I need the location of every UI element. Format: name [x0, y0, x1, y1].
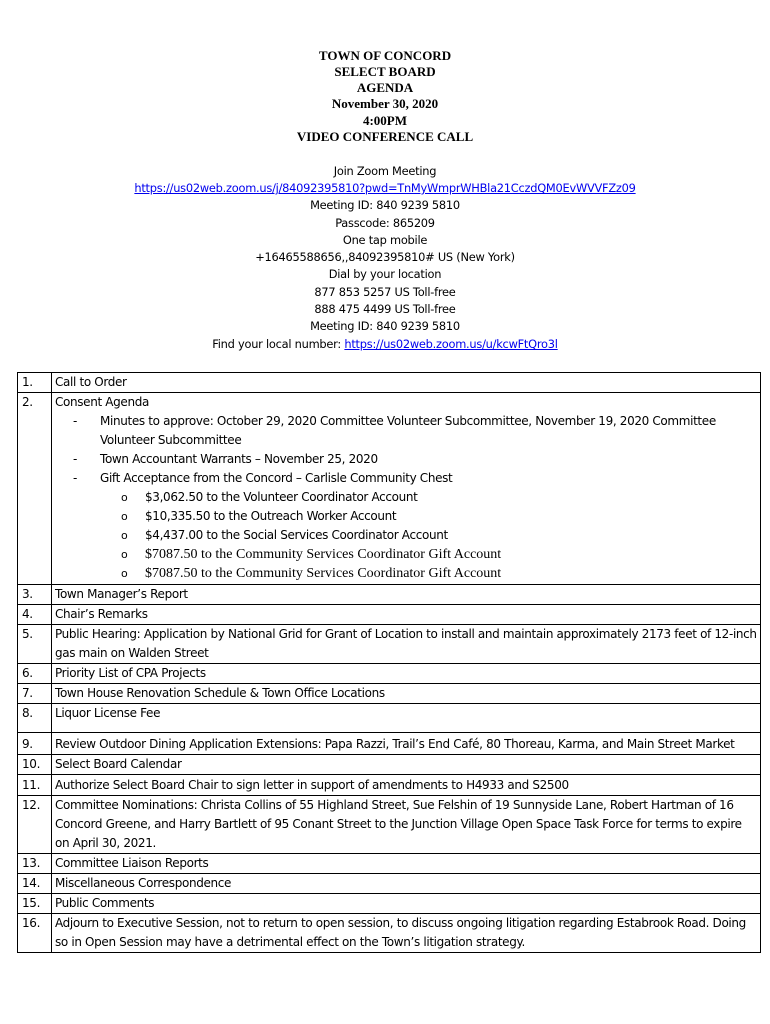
circle-bullet-icon: o: [121, 548, 128, 561]
agenda-item-number: 8.: [18, 704, 52, 733]
agenda-item-text: Consent Agenda: [55, 395, 149, 409]
circle-bullet-icon: o: [121, 529, 128, 542]
gift-item: [55, 564, 757, 583]
zoom-tollfree-1: 877 853 5257 US Toll-free: [314, 285, 456, 299]
consent-subitem-text: Gift Acceptance from the Concord – Carlisle Community Chest: [100, 471, 453, 485]
agenda-row: [18, 585, 761, 605]
circle-bullet-icon: o: [121, 491, 128, 504]
zoom-find-local-label: Find your local number:: [212, 337, 345, 351]
agenda-item-text: Public Comments: [52, 894, 761, 914]
agenda-item-number: 11.: [18, 775, 52, 796]
circle-bullet-icon: o: [121, 567, 128, 580]
consent-subitem: [55, 450, 757, 469]
board-name: SELECT BOARD: [334, 64, 436, 79]
agenda-item-text: Public Hearing: Application by National Grid for Grant of Location to install and maintain approximately 2173 feet of 12-inch gas main on Walden Street: [52, 625, 761, 664]
agenda-row: [18, 605, 761, 625]
zoom-join-line: [0, 180, 770, 197]
agenda-row-consent: [18, 393, 761, 585]
town-name: TOWN OF CONCORD: [318, 48, 452, 63]
dash-marker: -: [73, 471, 77, 485]
agenda-table: [17, 372, 761, 953]
meeting-format: VIDEO CONFERENCE CALL: [296, 129, 474, 144]
document-title: AGENDA: [356, 80, 414, 95]
agenda-item-number: 4.: [18, 605, 52, 625]
agenda-item-text: Committee Nominations: Christa Collins of 55 Highland Street, Sue Felshin of 19 Sunnyside Lane, Robert Hartman of 16 Concord Greene, and Harry Bartlett of 95 Conant Street to the Junction Village Open Space Task Force for terms to expire on April 30, 2021.: [52, 796, 761, 854]
meeting-date: November 30, 2020: [331, 96, 439, 111]
zoom-find-local: [0, 336, 770, 353]
agenda-row: [18, 373, 761, 393]
gift-item-text: $4,437.00 to the Social Services Coordinator Account: [145, 528, 448, 542]
agenda-item-text: Chair’s Remarks: [52, 605, 761, 625]
agenda-item-number: 10.: [18, 755, 52, 775]
consent-subitem: [55, 469, 757, 488]
agenda-row: [18, 704, 761, 733]
gift-item-text: $3,062.50 to the Volunteer Coordinator Account: [145, 490, 418, 504]
agenda-item-text: Liquor License Fee: [52, 704, 761, 733]
gift-item: [55, 507, 757, 526]
agenda-item-text: Authorize Select Board Chair to sign letter in support of amendments to H4933 and S2500: [52, 775, 761, 796]
agenda-item-number: 14.: [18, 874, 52, 894]
agenda-item-text: Committee Liaison Reports: [52, 854, 761, 874]
agenda-item-number: 13.: [18, 854, 52, 874]
gift-item-text: $7087.50 to the Community Services Coordinator Gift Account: [145, 566, 502, 581]
zoom-tollfree-2: 888 475 4499 US Toll-free: [314, 302, 456, 316]
agenda-item-text: Priority List of CPA Projects: [52, 664, 761, 684]
dash-marker: -: [73, 414, 77, 428]
agenda-row: [18, 775, 761, 796]
consent-agenda-cell: [52, 393, 761, 585]
agenda-row: [18, 664, 761, 684]
agenda-item-number: 15.: [18, 894, 52, 914]
agenda-row: [18, 914, 761, 953]
gift-item-text: $7087.50 to the Community Services Coordinator Gift Account: [145, 547, 502, 562]
zoom-find-local-link[interactable]: https://us02web.zoom.us/u/kcwFtQro3l: [344, 337, 558, 351]
agenda-row: [18, 625, 761, 664]
agenda-item-number: 9.: [18, 733, 52, 755]
agenda-row: [18, 854, 761, 874]
consent-subitem-text: Town Accountant Warrants – November 25, 2020: [100, 452, 378, 466]
agenda-row: [18, 874, 761, 894]
circle-bullet-icon: o: [121, 510, 128, 523]
agenda-item-number: 6.: [18, 664, 52, 684]
agenda-item-number: 12.: [18, 796, 52, 854]
agenda-row: [18, 733, 761, 755]
dash-marker: -: [73, 452, 77, 466]
agenda-item-text: Miscellaneous Correspondence: [52, 874, 761, 894]
agenda-row: [18, 755, 761, 775]
zoom-one-tap-label: One tap mobile: [342, 233, 428, 247]
agenda-item-text: Town House Renovation Schedule & Town Office Locations: [52, 684, 761, 704]
gift-item: [55, 488, 757, 507]
agenda-item-number: 3.: [18, 585, 52, 605]
zoom-passcode: Passcode: 865209: [335, 216, 435, 230]
zoom-join-label: Join Zoom Meeting: [333, 164, 437, 178]
agenda-row: [18, 796, 761, 854]
consent-subitem: [55, 412, 757, 450]
meeting-time: 4:00PM: [362, 113, 408, 128]
zoom-meeting-id-2: Meeting ID: 840 9239 5810: [310, 319, 460, 333]
consent-subitem-text: Minutes to approve: October 29, 2020 Committee Volunteer Subcommittee, November 19, 2020 Committee Volunteer Subcommittee: [100, 414, 716, 447]
agenda-item-text: Adjourn to Executive Session, not to return to open session, to discuss ongoing litigation regarding Estabrook Road. Doing so in Open Session may have a detrimental effect on the Town’s litigation strategy.: [52, 914, 761, 953]
gift-item: [55, 545, 757, 564]
agenda-item-number: 1.: [18, 373, 52, 393]
agenda-row: [18, 684, 761, 704]
agenda-item-number: 7.: [18, 684, 52, 704]
agenda-item-text: Call to Order: [52, 373, 761, 393]
gift-item: [55, 526, 757, 545]
zoom-dial-label: Dial by your location: [328, 267, 442, 281]
zoom-one-tap-number: +16465588656,,84092395810# US (New York): [255, 250, 515, 264]
zoom-join-link[interactable]: https://us02web.zoom.us/j/84092395810?pwd=TnMyWmprWHBla21CczdQM0EvWVVFZz09: [134, 181, 636, 195]
agenda-item-text: Review Outdoor Dining Application Extensions: Papa Razzi, Trail’s End Café, 80 Thoreau, Karma, and Main Street Market: [52, 733, 761, 755]
gift-item-text: $10,335.50 to the Outreach Worker Account: [145, 509, 397, 523]
agenda-item-text: Select Board Calendar: [52, 755, 761, 775]
agenda-item-number: 16.: [18, 914, 52, 953]
zoom-meeting-id: Meeting ID: 840 9239 5810: [310, 198, 460, 212]
agenda-row: [18, 894, 761, 914]
agenda-item-text: Town Manager’s Report: [52, 585, 761, 605]
agenda-item-number: 2.: [18, 393, 52, 585]
agenda-item-number: 5.: [18, 625, 52, 664]
